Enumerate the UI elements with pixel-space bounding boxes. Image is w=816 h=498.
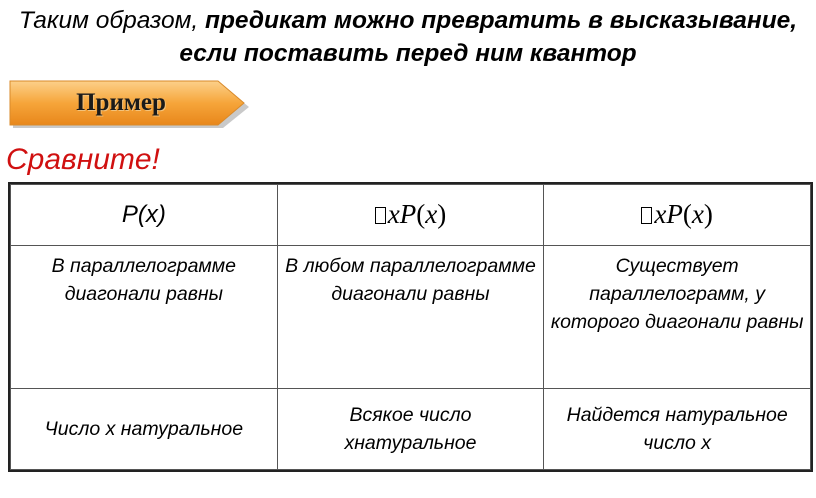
- table-cell: Всякое число хнатуральное: [277, 389, 544, 470]
- table-cell: Число х натуральное: [11, 389, 278, 470]
- table-cell: В любом параллелограмме диагонали равны: [277, 246, 544, 389]
- table-header-row: [11, 185, 811, 246]
- missing-glyph-icon: [641, 207, 652, 224]
- table-cell: Существует параллелограмм, у которого диагонали равны: [544, 246, 811, 389]
- header-existential: [544, 185, 811, 246]
- table-row: [11, 389, 811, 470]
- formula-arg: x: [425, 198, 438, 229]
- formula-var: x: [387, 198, 400, 229]
- example-badge: [8, 77, 250, 129]
- example-label: Пример: [76, 89, 166, 116]
- compare-label: Сравните!: [6, 143, 160, 176]
- universal-formula: xP(x): [375, 199, 446, 229]
- header-predicate-text: P(x): [121, 200, 166, 228]
- comparison-table: [8, 182, 813, 472]
- existential-formula: xP(x): [641, 199, 712, 229]
- table-cell: Найдется натуральное число х: [544, 389, 811, 470]
- heading-bold: предикат можно превратить в высказывание, если поставить перед ним квантор: [179, 7, 798, 67]
- table-row: [11, 246, 811, 389]
- header-predicate: [11, 185, 278, 246]
- formula-pred: P: [399, 198, 417, 229]
- formula-arg: x: [691, 198, 704, 229]
- header-universal: [277, 185, 544, 246]
- table-cell: В параллелограмме диагонали равны: [11, 246, 278, 389]
- missing-glyph-icon: [375, 207, 386, 224]
- formula-var: x: [654, 198, 667, 229]
- heading-intro: Таким образом,: [18, 7, 199, 34]
- slide-heading: [0, 4, 816, 70]
- formula-pred: P: [666, 198, 683, 229]
